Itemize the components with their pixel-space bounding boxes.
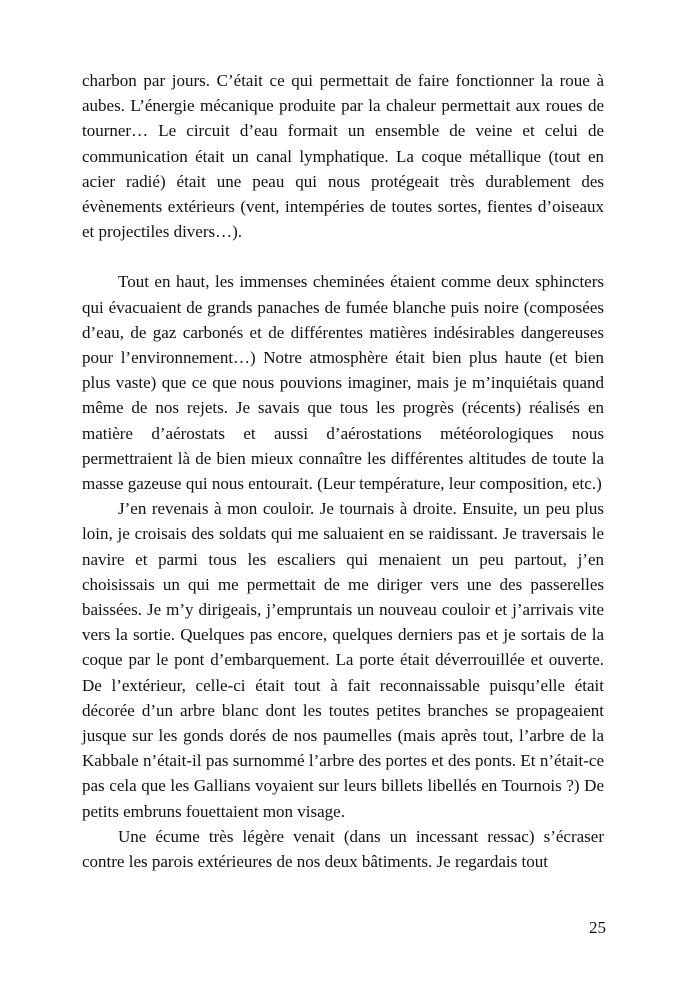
page-number: 25 bbox=[589, 918, 606, 937]
paragraph-3: J’en revenais à mon couloir. Je tournais à droite. Ensuite, un peu plus loin, je croisais des soldats qui me saluaient en se raidissant. Je traversais le navire et parmi tous les escaliers qui menaient un peu partout, j’en choisissais un qui me permettait de me diriger vers une des passerelles baissées. Je m’y dirigeais, j’empruntais un nouveau couloir et j’arrivais vite vers la sortie. Quelques pas encore, quelques derniers pas et je sortais de la coque par le pont d’embarquement. La porte était déverrouillée et ouverte. De l’extérieur, celle-ci était tout à fait reconnaissable puisqu’elle était décorée d’un arbre blanc dont les toutes petites branches se propageaient jusque sur les gonds dorés de nos paumelles (mais après tout, l’arbre de la Kabbale n’était-il pas surnommé l’arbre des portes et des ponts. Et n’était-ce pas cela que les Gallians voyaient sur leurs billets libellés en Tournois ?) De petits embruns fouettaient mon visage. bbox=[82, 499, 604, 821]
body-text bbox=[82, 68, 604, 874]
paragraph-4: Une écume très légère venait (dans un incessant ressac) s’écraser contre les parois extérieures de nos deux bâtiments. Je regardais tout bbox=[82, 826, 604, 872]
paragraph-2: Tout en haut, les immenses cheminées étaient comme deux sphincters qui évacuaient de grands panaches de fumée blanche puis noire (composées d’eau, de gaz carbonés et de différentes matières indésirables dangereuses pour l’environnement…) Notre atmosphère était bien plus haute (et bien plus vaste) que ce que nous pouvions imaginer, mais je m’inquiétais quand même de nos rejets. Je savais que tous les progrès (récents) réalisés en matière d’aérostats et aussi d’aérostations météorologiques nous permettraient là de bien mieux connaître les différentes altitudes de toute la masse gazeuse qui nous entourait. (Leur température, leur composition, etc.) bbox=[82, 272, 604, 494]
paragraph-1: charbon par jours. C’était ce qui permettait de faire fonctionner la roue à aubes. L’énergie mécanique produite par la chaleur permettait aux roues de tourner… Le circuit d’eau formait un ensemble de veine et celui de communication était un canal lymphatique. La coque métallique (tout en acier radié) était une peau qui nous protégeait très durablement des évènements extérieurs (vent, intempéries de toutes sortes, fientes d’oiseaux et projectiles divers…). bbox=[82, 71, 604, 242]
